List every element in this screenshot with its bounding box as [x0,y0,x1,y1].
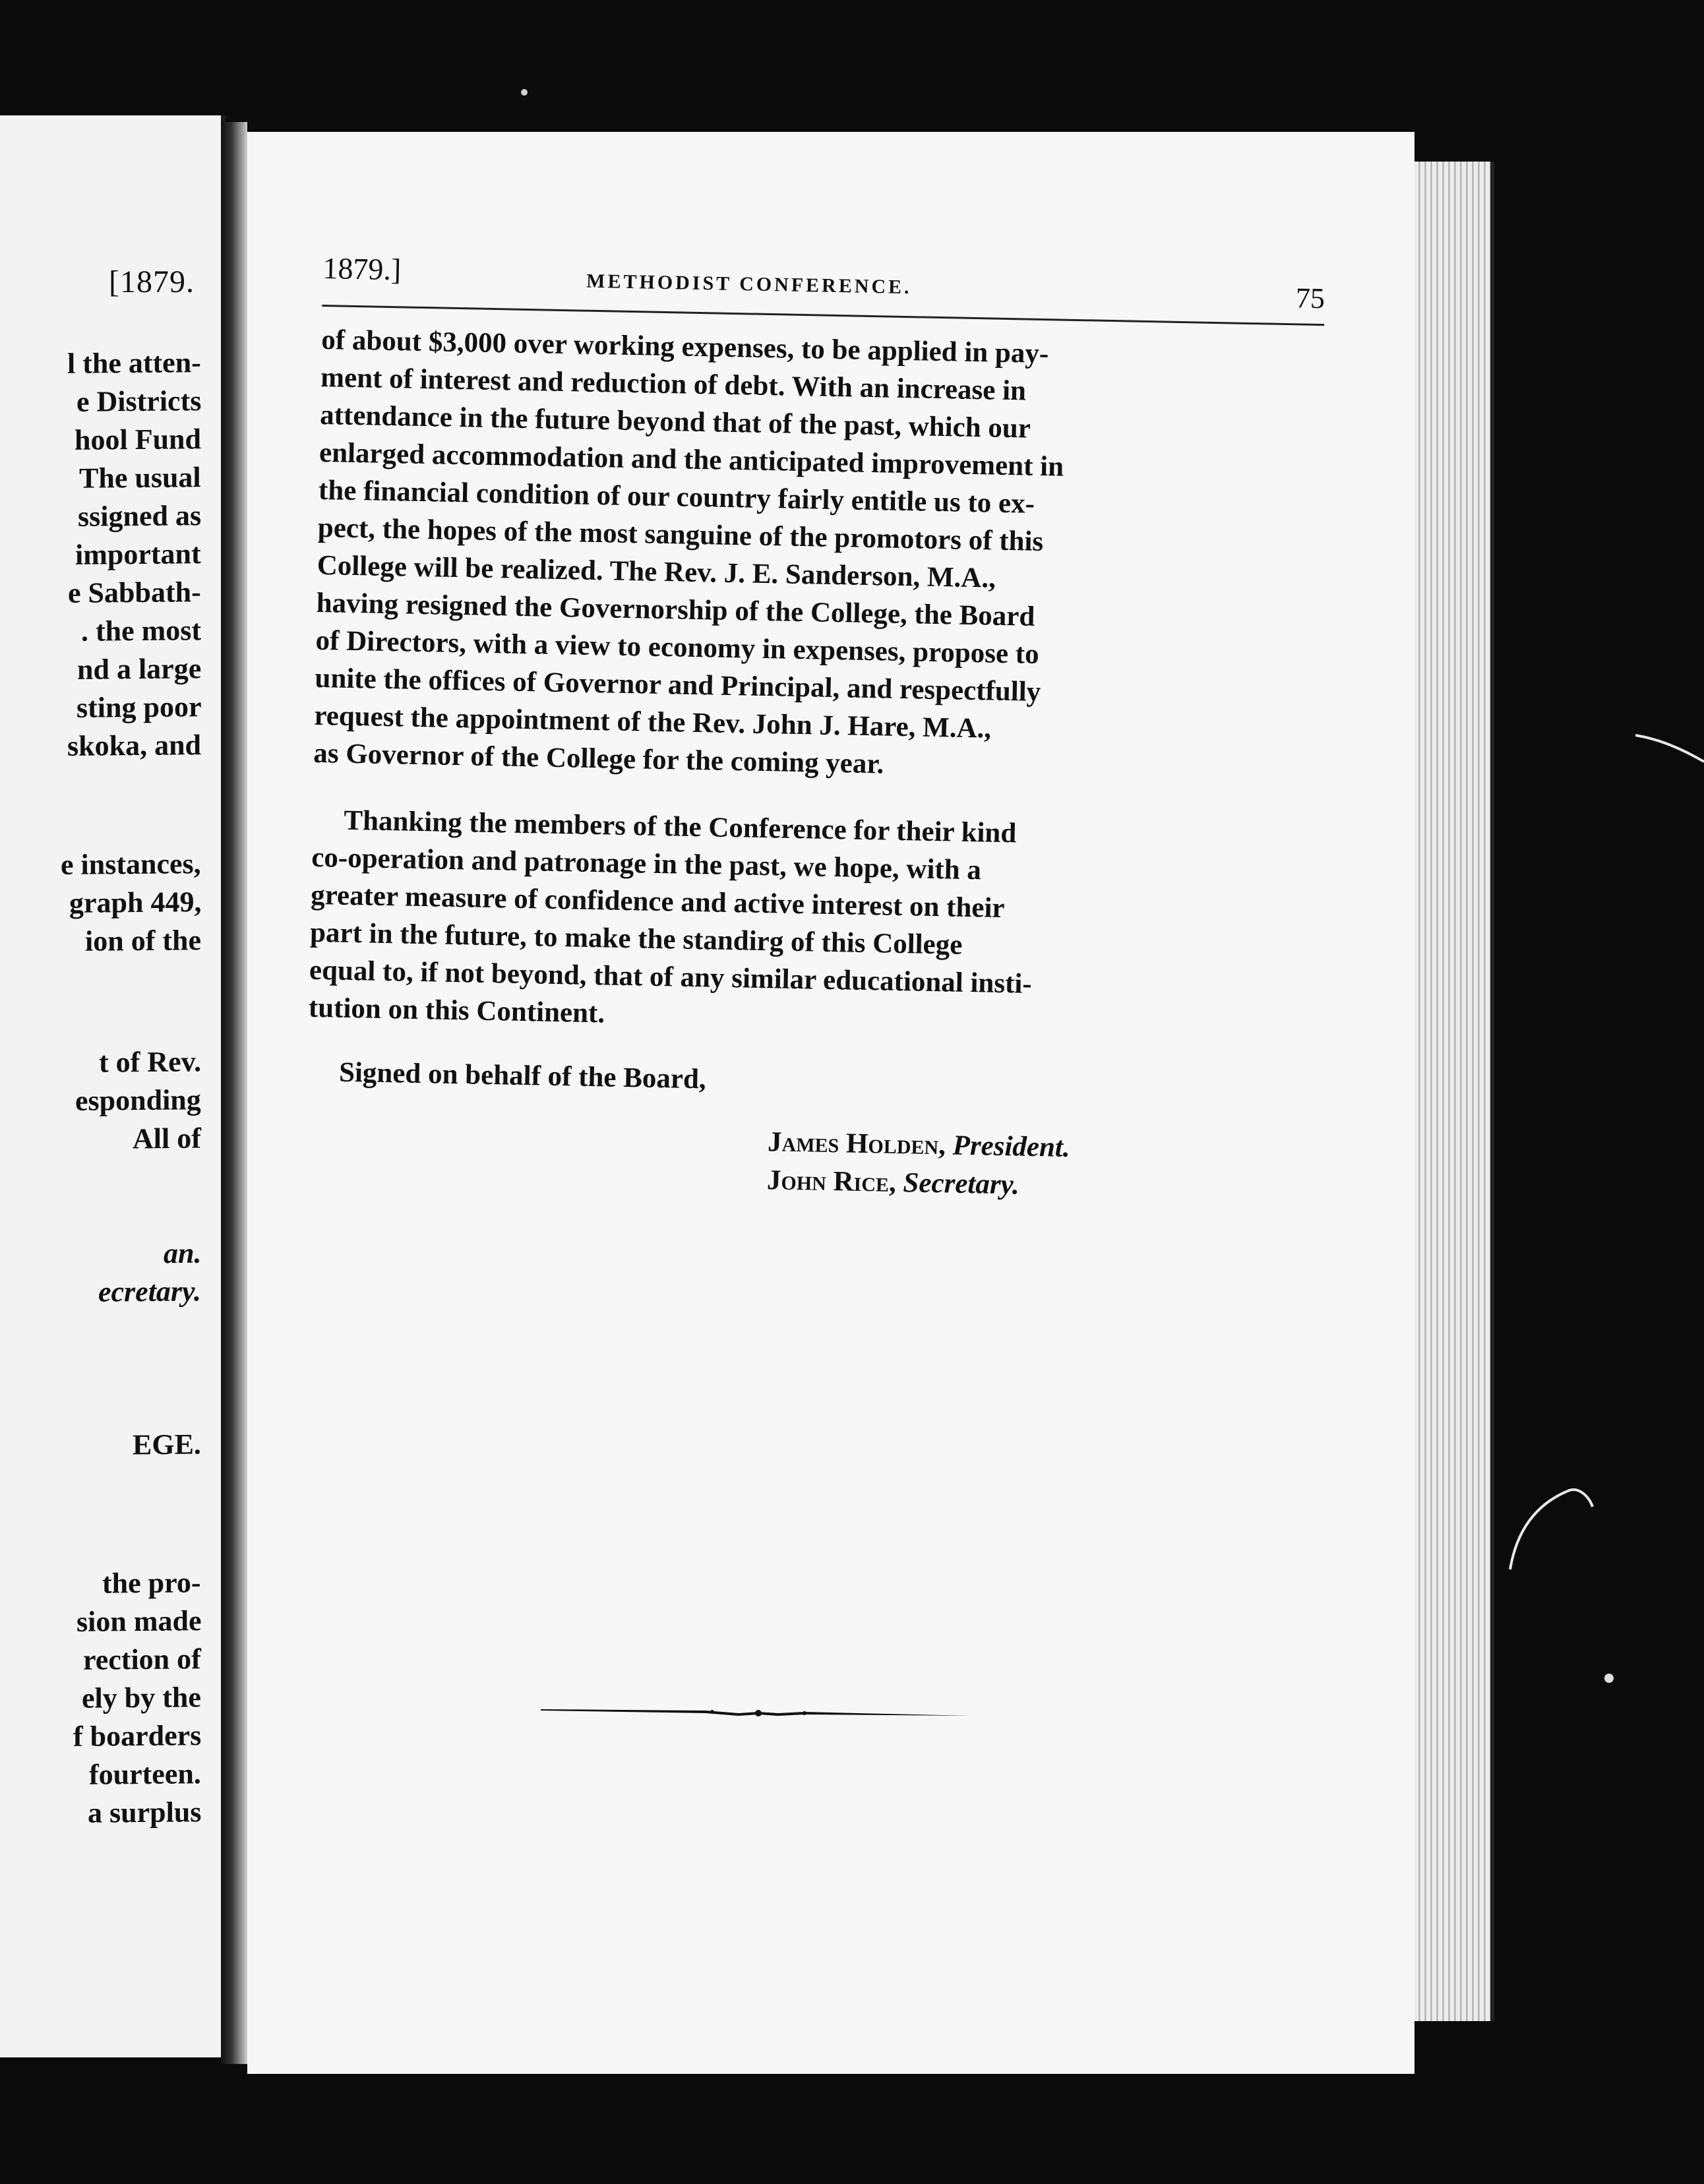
previous-page [0,115,226,2057]
previous-page-line: important [75,537,201,571]
previous-page-line: The usual [79,461,201,495]
page-number: 75 [1295,282,1325,315]
signatory-role: President. [952,1130,1071,1163]
previous-page-line: t of Rev. [98,1045,201,1079]
previous-page-line: l the atten- [67,346,201,380]
previous-page-line: nd a large [76,652,201,686]
signature-president: James Holden, President. [767,1126,1071,1163]
dust-speck-icon [518,79,531,112]
previous-page-line: graph 449, [69,886,201,919]
book-gutter [221,122,247,2064]
running-head-title: METHODIST CONFERENCE. [586,270,912,299]
signatory-name: John Rice [766,1165,890,1198]
previous-page-line: sion made [76,1604,201,1638]
previous-page-line: ecretary. [98,1275,201,1308]
previous-page-line: ely by the [82,1681,201,1714]
previous-page-line: e instances, [61,847,201,881]
previous-page-line: skoka, and [67,729,201,762]
previous-page-line: ion of the [85,924,201,957]
previous-page-line: sting poor [76,690,201,724]
previous-page-line: . the most [80,614,201,648]
previous-page-line: f boarders [73,1719,201,1753]
previous-page-line: an. [163,1236,201,1270]
previous-page-line: rection of [83,1643,201,1676]
previous-page-line: EGE. [133,1428,201,1461]
body-paragraph-2: Thanking the members of the Conference for their kind co-operation and patronage in the past, we hope, with a greater measure of confidence and active interest on their part in the future, to make the standirg of this College equal to, if not beyond, that of any similar educational insti- tution on this Continent. [308,804,1033,1029]
previous-page-line: fourteen. [89,1757,201,1791]
previous-page-line: All of [133,1122,201,1155]
previous-page-line: hool Fund [75,423,201,456]
page-content [305,251,1325,1210]
previous-page-line: e Sabbath- [68,576,201,609]
body-paragraph-1: of about $3,000 over working expenses, to be applied in pay- ment of interest and reduction of debt. With an increase in attendance in the future beyond that of the past, which our enlarged accommodation and the anticipated improvement in the financial condition of our country fairly entitle us to ex- pect, the hopes of the most sanguine of the promotors of this College will be realized. The Rev. J. E. Sanderson, M.A., having resigned the Governorship of the College, the Board of Directors, with a view to economy in expenses, propose to unite the offices of Governor and Principal, and respectfully request the appointment of the Rev. John J. Hare, M.A., as Governor of the College for the coming year. [313,324,1064,780]
ornament-divider-icon [541,1701,969,1721]
signatory-name: James Holden [767,1126,939,1161]
previous-page-line: a surplus [87,1796,201,1829]
running-head-year: 1879.] [322,251,402,287]
signed-line: Signed on behalf of the Board, [338,1056,707,1095]
previous-page-line: e Districts [76,384,201,418]
previous-page-header: [1879. [109,264,195,299]
previous-page-line: ssigned as [77,499,201,533]
scratch-mark-icon [1497,1477,1602,1576]
dust-speck-icon [1599,1668,1619,1688]
previous-page-line: esponding [75,1083,201,1117]
running-head [322,251,1325,316]
previous-page-line: the pro- [102,1566,201,1600]
signature-secretary: John Rice, Secretary. [766,1165,1020,1201]
scratch-mark-icon [1635,725,1704,765]
current-page [247,132,1415,2074]
signatory-role: Secretary. [903,1167,1020,1201]
page-edges [1415,162,1494,2021]
